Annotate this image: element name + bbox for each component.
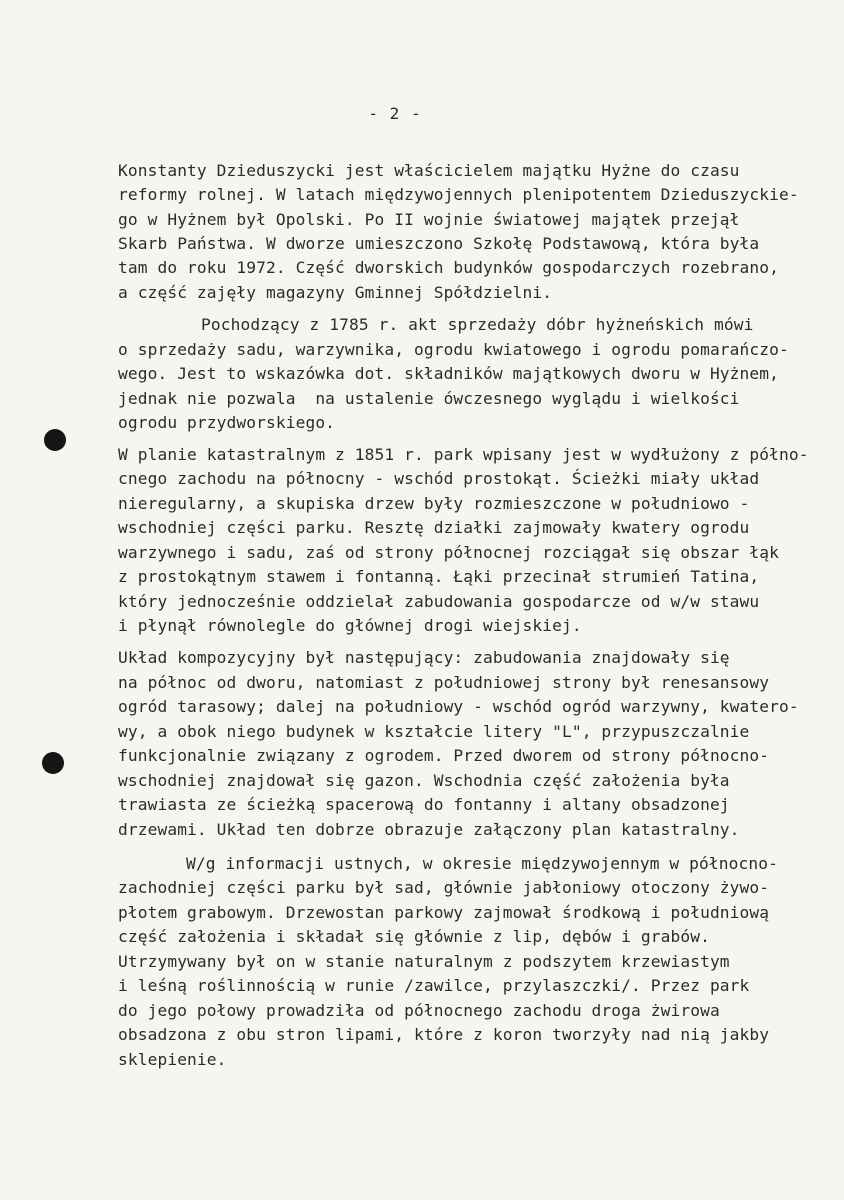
text-line: Pochodzący z 1785 r. akt sprzedaży dóbr hyżneńskich mówi xyxy=(201,315,754,334)
text-line: cnego zachodu na północny - wschód prostokąt. Ścieżki miały układ xyxy=(118,469,760,488)
text-line: a część zajęły magazyny Gminnej Spółdzielni. xyxy=(118,283,553,302)
text-line: wschodniej znajdował się gazon. Wschodnia część założenia była xyxy=(118,771,730,790)
text-line: który jednocześnie oddzielał zabudowania gospodarcze od w/w stawu xyxy=(118,592,760,611)
text-line: sklepienie. xyxy=(118,1050,227,1069)
text-line: reformy rolnej. W latach międzywojennych plenipotentem Dzieduszyckie- xyxy=(118,185,799,204)
text-line: trawiasta ze ścieżką spacerową do fontanny i altany obsadzonej xyxy=(118,795,730,814)
text-line: ogród tarasowy; dalej na południowy - wschód ogród warzywny, kwatero- xyxy=(118,697,799,716)
text-line: ogrodu przydworskiego. xyxy=(118,413,336,432)
text-line: tam do roku 1972. Część dworskich budynków gospodarczych rozebrano, xyxy=(118,258,780,277)
text-line: o sprzedaży sadu, warzywnika, ogrodu kwiatowego i ogrodu pomarańczo- xyxy=(118,340,789,359)
text-line: nieregularny, a skupiska drzew były rozmieszczone w południowo - xyxy=(118,494,750,513)
text-line: obsadzona z obu stron lipami, które z koron tworzyły nad nią jakby xyxy=(118,1025,770,1044)
text-line: zachodniej części parku był sad, głównie jabłoniowy otoczony żywo- xyxy=(118,878,770,897)
text-line: go w Hyżnem był Opolski. Po II wojnie światowej majątek przejął xyxy=(118,210,740,229)
text-line: na północ od dworu, natomiast z południowej strony był renesansowy xyxy=(118,673,770,692)
text-line: i leśną roślinnością w runie /zawilce, przylaszczki/. Przez park xyxy=(118,976,750,995)
text-line: Konstanty Dzieduszycki jest właścicielem majątku Hyżne do czasu xyxy=(118,161,740,180)
text-line: część założenia i składał się głównie z lip, dębów i grabów. xyxy=(118,927,710,946)
text-line: Skarb Państwa. W dworze umieszczono Szkołę Podstawową, która była xyxy=(118,234,760,253)
text-line: do jego połowy prowadziła od północnego zachodu droga żwirowa xyxy=(118,1001,720,1020)
text-line: drzewami. Układ ten dobrze obrazuje załączony plan katastralny. xyxy=(118,820,740,839)
text-line: Układ kompozycyjny był następujący: zabudowania znajdowały się xyxy=(118,648,730,667)
text-line: i płynął równolegle do głównej drogi wiejskiej. xyxy=(118,616,582,635)
text-line: z prostokątnym stawem i fontanną. Łąki przecinał strumień Tatina, xyxy=(118,567,760,586)
text-line: W planie katastralnym z 1851 r. park wpisany jest w wydłużony z półno- xyxy=(118,445,809,464)
text-line: jednak nie pozwala na ustalenie ówczesnego wyglądu i wielkości xyxy=(118,389,740,408)
page-number: - 2 - xyxy=(368,104,422,123)
text-line: płotem grabowym. Drzewostan parkowy zajmował środkową i południową xyxy=(118,903,770,922)
text-line: W/g informacji ustnych, w okresie międzywojennym w północno- xyxy=(186,854,778,873)
text-line: Utrzymywany był on w stanie naturalnym z podszytem krzewiastym xyxy=(118,952,730,971)
text-line: wy, a obok niego budynek w kształcie litery "L", przypuszczalnie xyxy=(118,722,750,741)
text-line: wego. Jest to wskazówka dot. składników majątkowych dworu w Hyżnem, xyxy=(118,364,780,383)
text-line: funkcjonalnie związany z ogrodem. Przed dworem od strony północno- xyxy=(118,746,770,765)
text-line: warzywnego i sadu, zaś od strony północnej rozciągał się obszar łąk xyxy=(118,543,780,562)
text-line: wschodniej części parku. Resztę działki zajmowały kwatery ogrodu xyxy=(118,518,750,537)
